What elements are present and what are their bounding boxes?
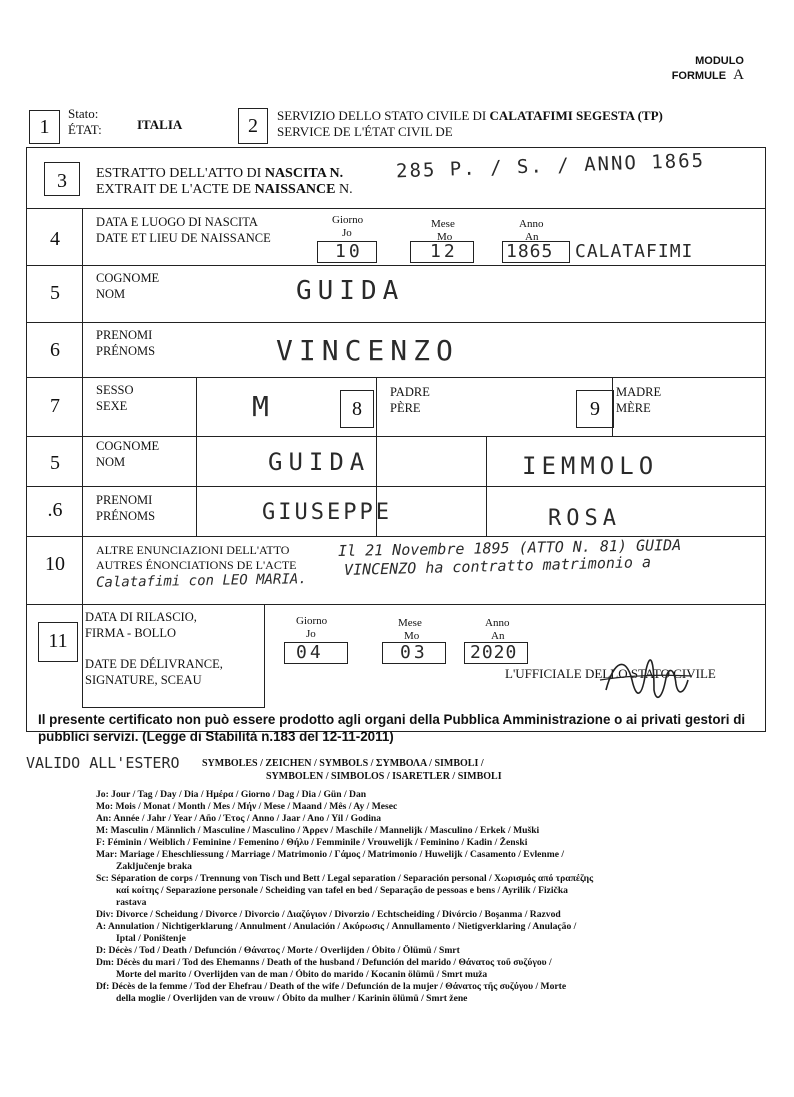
mother-surname-value: IEMMOLO — [522, 452, 659, 480]
issue-month-value: 03 — [400, 642, 428, 663]
field-number-5: 5 — [50, 282, 60, 304]
table-left-line — [26, 147, 27, 731]
surname-value: GUIDA — [296, 276, 405, 306]
modulo-label: MODULO — [695, 55, 744, 67]
birth-year-value: 1865 — [506, 241, 554, 262]
servizio-label: SERVIZIO DELLO STATO CIVILE DI CALATAFIMI SEGESTA (TP) — [277, 108, 663, 123]
issue-mo-label: Mo — [404, 630, 420, 642]
mo-label: Mo — [437, 231, 453, 243]
an-label: An — [525, 231, 539, 243]
field-number-8: 8 — [352, 398, 362, 420]
issue-jo-label: Jo — [306, 628, 316, 640]
birth-date-place-label-fr: DATE ET LIEU DE NAISSANCE — [96, 231, 271, 245]
legend-line: Mo: Mois / Monat / Month / Mes / Μήν / Mese / Maand / Mês / Ay / Mesec — [96, 801, 398, 812]
row11-left-divider — [82, 604, 83, 708]
row7-divider-a — [196, 377, 197, 436]
sexe-label: SEXE — [96, 399, 128, 413]
legend-line: della moglie / Overlijden van de vrouw / Óbito da mulher / Karinin ölümü / Smrt žene — [116, 993, 468, 1004]
formule-label: FORMULE A — [671, 67, 744, 83]
issue-year-value: 2020 — [470, 642, 518, 663]
mother-column-divider — [612, 377, 613, 436]
issue-an-label: An — [491, 630, 505, 642]
mese-label: Mese — [431, 218, 455, 230]
legal-notice: Il presente certificato non può essere prodotto agli organi della Pubblica Amministrazione o ai privati gestori di pubblici servizi. (Legge di Stabilità n.183 del 12-11-2011) — [38, 712, 746, 744]
legend-line: A: Annulation / Nichtigerklarung / Annulment / Anulación / Ακύρωσις / Annullamento / Nietigverklaring / Anulação / — [96, 921, 577, 932]
legend-line: Iptal / Poništenje — [116, 933, 186, 944]
signature-sceau-label: SIGNATURE, SCEAU — [85, 673, 202, 687]
legend-line: Mar: Mariage / Eheschliessung / Marriage / Matrimonio / Γάμος / Matrimonio / Huwelijk / Casamento / Evlenme / — [96, 849, 565, 860]
annotation-line-1: Il 21 Novembre 1895 (ATTO N. 81) GUIDA — [337, 536, 682, 560]
legend-line: Zaključenje braka — [116, 861, 192, 872]
prenoms-label-parents: PRÉNOMS — [96, 509, 156, 523]
field-number-6b: .6 — [47, 499, 63, 521]
row11-label-bottom — [82, 707, 265, 708]
form-header — [672, 54, 744, 83]
field-number-1: 1 — [39, 116, 50, 138]
legend-line: D: Décès / Tod / Death / Defunción / Θάνατος / Morte / Overlijden / Óbito / Ölümü / Smrt — [96, 945, 460, 956]
legend-line: An: Année / Jahr / Year / Año / Έτος / Anno / Jaar / Ano / Yil / Godina — [96, 813, 382, 824]
table-top-line — [26, 147, 766, 148]
nom-label-parents: NOM — [96, 455, 126, 469]
autres-enonciations-label: AUTRES ÉNONCIATIONS DE L'ACTE — [96, 558, 297, 572]
madre-label: MADRE — [616, 385, 662, 399]
legend-line: M: Masculin / Männlich / Masculine / Masculino / Άρρεν / Maschile / Mannelijk / Masculino / Erkek / Muški — [96, 825, 540, 836]
giorno-label: Giorno — [332, 214, 364, 226]
birth-date-place-label-it: DATA E LUOGO DI NASCITA — [96, 215, 258, 229]
field-number-6: 6 — [50, 339, 60, 361]
issue-giorno-label: Giorno — [296, 615, 328, 627]
cognome-label-parents: COGNOME — [96, 439, 160, 453]
sesso-label: SESSO — [96, 383, 134, 397]
prenomi-label: PRENOMI — [96, 328, 153, 342]
delivrance-label: DATE DE DÉLIVRANCE, — [85, 657, 223, 671]
prenoms-label: PRÉNOMS — [96, 344, 156, 358]
annotation-line-3: Calatafimi con LEO MARIA. — [95, 571, 307, 591]
field-number-2: 2 — [248, 115, 258, 137]
estratto-label: ESTRATTO DELL'ATTO DI NASCITA N. — [96, 166, 344, 181]
table-label-divider — [82, 208, 83, 604]
birth-day-value: 10 — [335, 241, 363, 262]
field-number-7: 7 — [50, 395, 60, 417]
service-label: SERVICE DE L'ÉTAT CIVIL DE — [277, 124, 453, 139]
table-bottom-line — [26, 731, 766, 732]
field-number-5b: 5 — [50, 452, 60, 474]
legend-line: F: Féminin / Weiblich / Feminine / Femenino / Θήλυ / Femminile / Vrouwelijk / Feminino / Kadin / Ženski — [96, 837, 528, 848]
stato-label: Stato: — [68, 106, 99, 121]
symbols-title-2: SYMBOLEN / SIMBOLOS / ISARETLER / SIMBOLI — [266, 771, 502, 782]
valid-abroad-handwritten: VALIDO ALL'ESTERO — [26, 754, 180, 772]
legend-line: καί κοίτης / Separazione personale / Scheiding van tafel en bed / Separação de pessoas e bens / Ayrilik / Fizička — [116, 885, 568, 896]
sex-value: M — [252, 390, 272, 423]
birth-month-value: 12 — [430, 241, 458, 262]
legend-line: Sc: Séparation de corps / Trennung von Tisch und Bett / Legal separation / Separación personal / Χωρισμός από τραπέζης — [96, 873, 594, 884]
country-value: ITALIA — [137, 117, 183, 132]
legend-line: Jo: Jour / Tag / Day / Dia / Ημέρα / Giorno / Dag / Dia / Gün / Dan — [96, 789, 367, 800]
row11-label-right — [264, 604, 265, 708]
rilascio-label: DATA DI RILASCIO, — [85, 610, 197, 624]
issue-mese-label: Mese — [398, 617, 422, 629]
officer-label: L'UFFICIALE DELLO STATO CIVILE — [505, 666, 716, 681]
extrait-label: EXTRAIT DE L'ACTE DE NAISSANCE N. — [96, 182, 353, 197]
table-right-line — [765, 147, 766, 731]
legend-line: Df: Décès de la femme / Tod der Ehefrau / Death of the wife / Defunción de la mujer / Θάνατος τῆς συζύγου / Morte — [96, 981, 567, 992]
municipality-value: CALATAFIMI SEGESTA (TP) — [489, 108, 663, 123]
given-name-value: VINCENZO — [276, 334, 459, 367]
issue-day-value: 04 — [296, 642, 324, 663]
row7-bottom-line — [26, 436, 766, 437]
row6-bottom-line — [26, 377, 766, 378]
legend-line: Div: Divorce / Scheidung / Divorce / Divorcio / Διαζύγιον / Divorzio / Echtscheiding / Divórcio / Boşanma / Razvod — [96, 909, 561, 920]
jo-label: Jo — [342, 227, 352, 239]
row5b-bottom-line — [26, 486, 766, 487]
row4-bottom-line — [26, 265, 766, 266]
officer-signature — [596, 650, 696, 706]
row10-bottom-line — [26, 604, 766, 605]
symbols-legend — [96, 789, 716, 1005]
legend-line: Dm: Décès du mari / Tod des Ehemanns / Death of the husband / Defunción del marido / Θάνατος τοῦ συζύγου / — [96, 957, 552, 968]
legend-line: rastava — [116, 897, 147, 908]
mere-label: MÈRE — [616, 401, 651, 415]
firma-bollo-label: FIRMA - BOLLO — [85, 626, 176, 640]
prenomi-label-parents: PRENOMI — [96, 493, 153, 507]
row3-bottom-line — [26, 208, 766, 209]
nom-label: NOM — [96, 287, 126, 301]
field-number-4: 4 — [50, 228, 60, 250]
father-surname-value: GUIDA — [268, 448, 371, 476]
cognome-label: COGNOME — [96, 271, 160, 285]
anno-label: Anno — [519, 218, 544, 230]
annotation-line-2: VINCENZO ha contratto matrimonio a — [343, 552, 652, 580]
field-number-9: 9 — [590, 398, 600, 420]
row5-bottom-line — [26, 322, 766, 323]
symbols-title-1: SYMBOLES / ZEICHEN / SYMBOLS / ΣΥΜΒΟΛΑ / SIMBOLI / — [202, 758, 484, 769]
legend-line: Morte del marito / Overlijden van de man / Óbito do marido / Kocanin ölümü / Smrt muža — [116, 969, 488, 980]
act-number-handwritten: 285 P. / S. / ANNO 1865 — [395, 149, 706, 183]
field-number-10: 10 — [45, 553, 65, 575]
birth-place-value: CALATAFIMI — [575, 241, 694, 262]
etat-label: ÉTAT: — [68, 122, 102, 137]
issue-anno-label: Anno — [485, 617, 510, 629]
mother-given-name-value: ROSA — [548, 506, 621, 531]
form-letter: A — [733, 67, 744, 83]
field-number-3: 3 — [57, 170, 67, 192]
altre-enunciazioni-label: ALTRE ENUNCIAZIONI DELL'ATTO — [96, 543, 290, 557]
father-given-name-value: GIUSEPPE — [262, 500, 392, 525]
padre-label: PADRE — [390, 385, 430, 399]
pere-label: PÈRE — [390, 401, 421, 415]
field-number-11: 11 — [48, 630, 68, 652]
